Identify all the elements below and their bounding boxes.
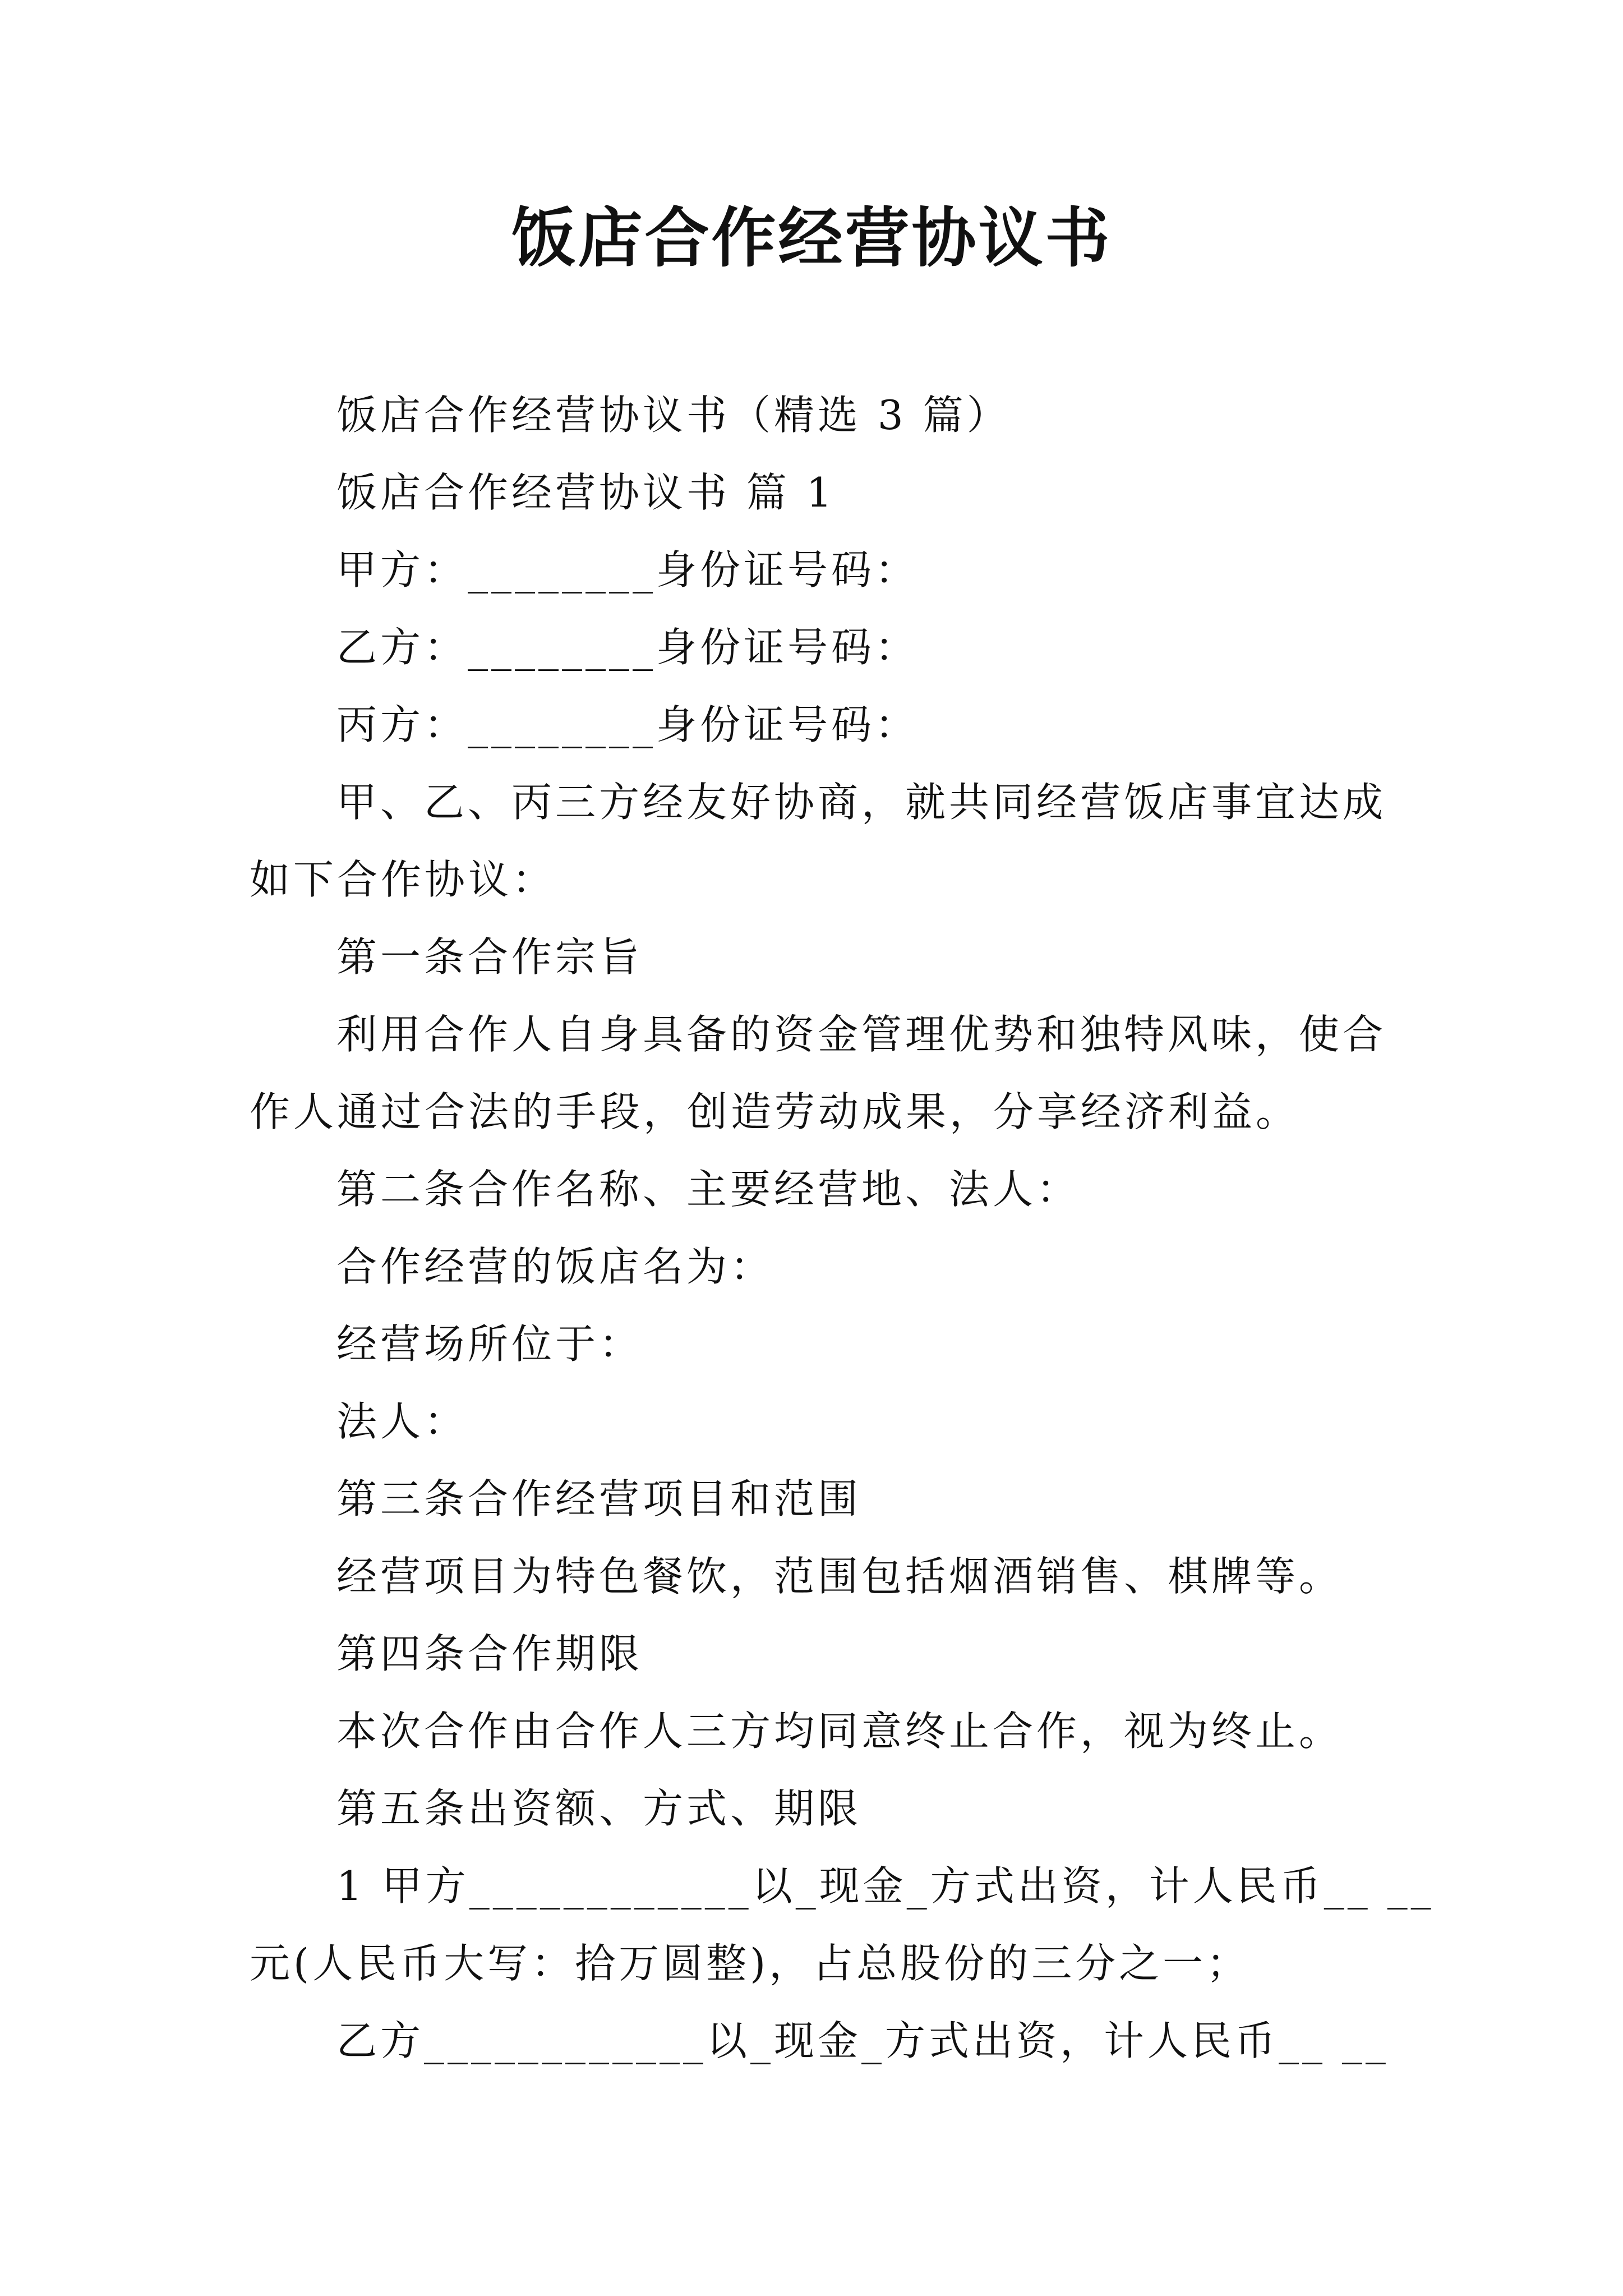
- paragraph-line: 经营场所位于：: [336, 1320, 643, 1368]
- paragraph-line: 如下合作协议：: [250, 856, 556, 903]
- paragraph-line: 甲、乙、丙三方经友好协商，就共同经营饭店事宜达成: [336, 779, 1387, 826]
- article-heading: 第三条合作经营项目和范围: [336, 1475, 862, 1522]
- party-c-line: 丙方：________身份证号码：: [336, 701, 919, 748]
- paragraph-line: 合作经营的饭店名为：: [336, 1243, 774, 1290]
- paragraph-line: 乙方____________以_现金_方式出资，计人民币__ __: [336, 2017, 1389, 2064]
- doc-subtitle: 饭店合作经营协议书（精选 3 篇）: [336, 392, 1011, 439]
- article-heading: 第二条合作名称、主要经营地、法人：: [336, 1166, 1081, 1213]
- paragraph-line: 元(人民币大写：拾万圆整)，占总股份的三分之一；: [250, 1940, 1251, 1987]
- paragraph-line: 作人通过合法的手段，创造劳动成果，分享经济利益。: [250, 1088, 1300, 1135]
- article-heading: 第五条出资额、方式、期限: [336, 1785, 862, 1832]
- paragraph-line: 1 甲方____________以_现金_方式出资，计人民币__ __: [336, 1862, 1435, 1910]
- party-a-line: 甲方：________身份证号码：: [336, 546, 919, 593]
- document-title: 饭店合作经营协议书: [511, 200, 1112, 276]
- article-heading: 第一条合作宗旨: [336, 933, 643, 981]
- section-heading: 饭店合作经营协议书 篇 1: [336, 469, 836, 516]
- paragraph-line: 法人：: [336, 1398, 468, 1445]
- party-b-line: 乙方：________身份证号码：: [336, 624, 919, 671]
- article-heading: 第四条合作期限: [336, 1630, 643, 1677]
- paragraph-line: 经营项目为特色餐饮，范围包括烟酒销售、棋牌等。: [336, 1553, 1343, 1600]
- paragraph-line: 利用合作人自身具备的资金管理优势和独特风味，使合: [336, 1011, 1387, 1058]
- paragraph-line: 本次合作由合作人三方均同意终止合作，视为终止。: [336, 1708, 1343, 1755]
